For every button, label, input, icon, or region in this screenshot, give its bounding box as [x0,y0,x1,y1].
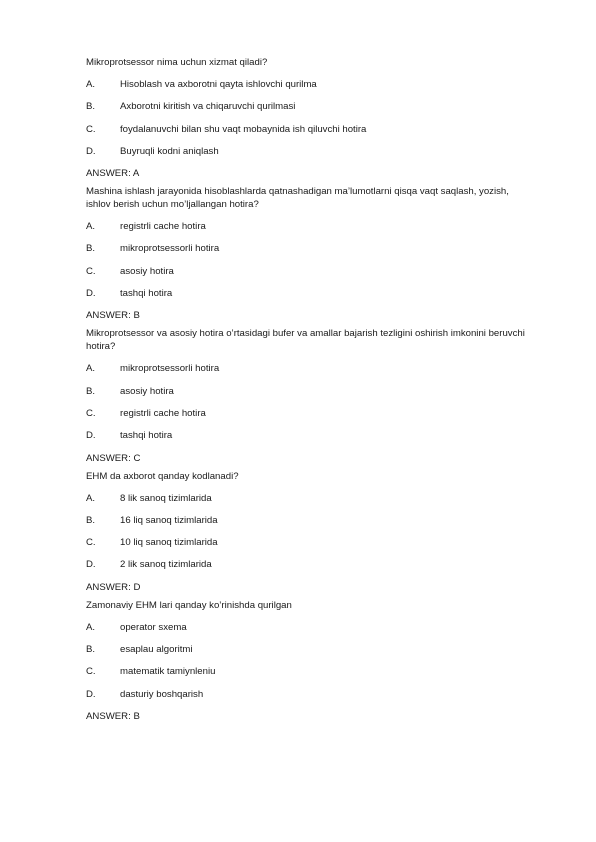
answer-option [86,265,536,278]
question-block [86,56,536,180]
answer-option [86,621,536,634]
question-block [86,185,536,322]
option-text: 16 liq sanoq tizimlarida [120,514,218,526]
option-letter: B. [86,385,96,397]
answer-option [86,385,536,398]
page-content [86,56,536,728]
option-letter: A. [86,363,96,375]
answer-option [86,242,536,255]
option-letter: B. [86,101,96,113]
option-letter: A. [86,621,96,633]
answer-option [86,492,536,505]
answer-option [86,78,536,91]
option-text: matematik tamiynleniu [120,666,216,678]
option-letter: C. [86,666,96,678]
answer-option [86,688,536,701]
option-text: Buyruqli kodni aniqlash [120,145,219,157]
answer-option [86,407,536,420]
answer-key: ANSWER: B [86,310,140,322]
option-text: asosiy hotira [120,385,174,397]
answer-option [86,220,536,233]
question-text: EHM da axborot qanday kodlanadi? [86,470,239,482]
option-text: registrli cache hotira [120,407,206,419]
answer-option [86,145,536,158]
answer-key: ANSWER: D [86,581,141,593]
option-text: Hisoblash va axborotni qayta ishlovchi qurilma [120,79,317,90]
answer-option [86,429,536,442]
answer-key: ANSWER: C [86,452,141,464]
option-text: operator sxema [120,621,187,633]
option-text: tashqi hotira [120,288,173,300]
option-text: 2 lik sanoq tizimlarida [120,559,212,571]
option-text: tashqi hotira [120,430,173,442]
answer-option [86,665,536,678]
answer-option [86,558,536,571]
option-letter: B. [86,243,96,255]
option-text: asosiy hotira [120,265,174,277]
option-text: esaplau algoritmi [120,644,193,656]
option-letter: C. [86,123,96,135]
question-block [86,327,536,464]
option-letter: A. [86,492,96,504]
option-letter: C. [86,537,96,549]
option-letter: C. [86,265,96,277]
question-text: Mashina ishlash jarayonida hisoblashlarda qatnashadigan ma’lumotlarni qisqa vaqt saqlash, yozish, ishlov berish uchun mo’ljallangan hotira? [86,186,509,211]
option-text: mikroprotsessorli hotira [120,243,220,255]
option-text: registrli cache hotira [120,221,206,233]
answer-option [86,362,536,375]
option-letter: A. [86,79,96,90]
answer-key: ANSWER: A [86,168,140,180]
option-text: foydalanuvchi bilan shu vaqt mobaynida ish qiluvchi hotira [120,123,367,135]
answer-option [86,287,536,300]
question-text: Mikroprotsessor va asosiy hotira o’rtasidagi bufer va amallar bajarish tezligini oshirish imkonini beruvchi hotira? [86,328,525,353]
question-text: Mikroprotsessor nima uchun xizmat qiladi? [86,57,268,68]
option-text: Axborotni kiritish va chiqaruvchi qurilmasi [120,101,296,113]
question-block [86,470,536,594]
option-letter: B. [86,644,96,656]
option-letter: C. [86,407,96,419]
option-text: 10 liq sanoq tizimlarida [120,537,218,549]
answer-option [86,643,536,656]
option-letter: D. [86,430,96,442]
option-text: dasturiy boshqarish [120,688,204,700]
answer-option [86,100,536,113]
answer-option [86,514,536,527]
answer-option [86,536,536,549]
option-letter: D. [86,688,96,700]
option-letter: D. [86,288,96,300]
option-text: mikroprotsessorli hotira [120,363,220,375]
question-block [86,599,536,723]
answer-key: ANSWER: B [86,710,140,722]
option-letter: D. [86,559,96,571]
option-letter: A. [86,221,96,233]
option-letter: D. [86,145,96,157]
option-letter: B. [86,514,96,526]
question-text: Zamonaviy EHM lari qanday ko’rinishda qurilgan [86,599,292,611]
option-text: 8 lik sanoq tizimlarida [120,492,212,504]
answer-option [86,123,536,136]
